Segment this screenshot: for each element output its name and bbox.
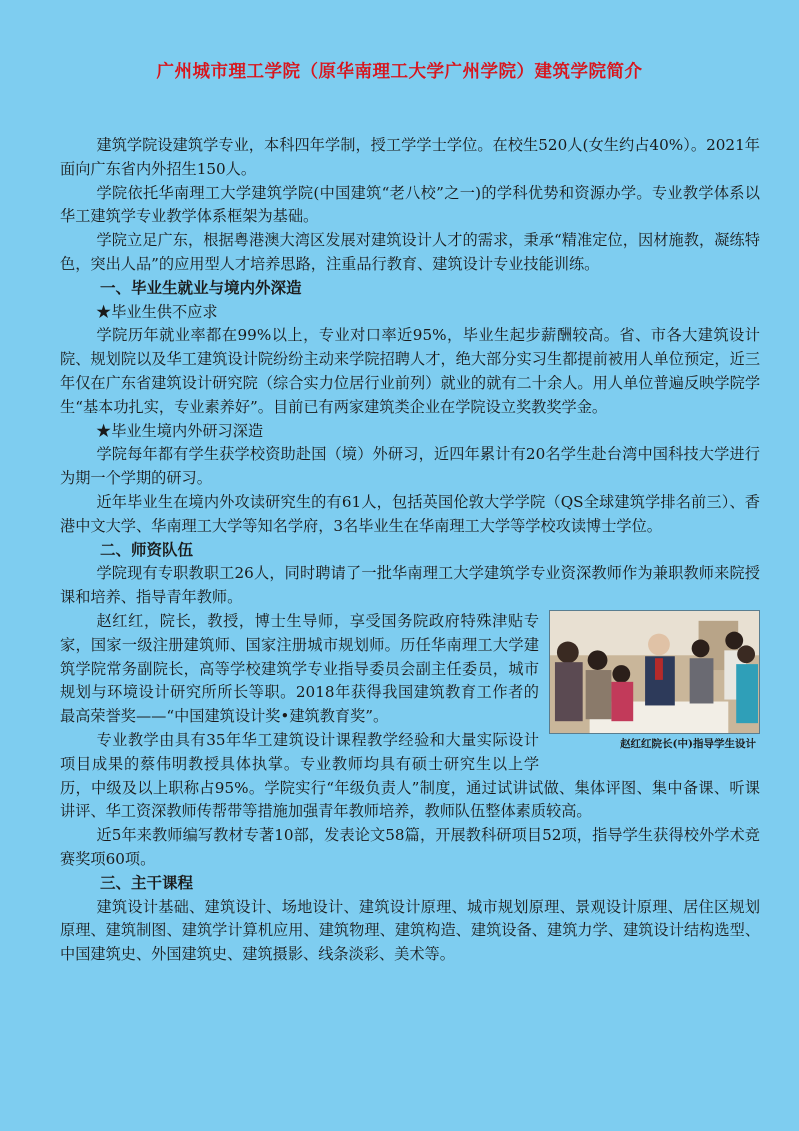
intro-paragraph: 学院依托华南理工大学建筑学院(中国建筑“老八校”之一)的学科优势和资源办学。专业教学体系以华工建筑学专业教学体系框架为基础。 (60, 183, 760, 226)
intro-paragraph: 建筑学院设建筑学专业，本科四年学制，授工学学士学位。在校生520人(女生约占40%）。2021年面向广东省内外招生150人。 (60, 136, 760, 178)
dean-photo-figure (549, 610, 760, 751)
subheading-further-study: ★毕业生境内外研习深造 (96, 421, 264, 440)
subheading-demand: ★毕业生供不应求 (96, 302, 218, 321)
employment-paragraph: 学院历年就业率都在99%以上，专业对口率近95%，毕业生起步薪酬较高。省、市各大建筑设计院、规划院以及华工建筑设计院纷纷主动来学院招聘人才，绝大部分实习生都提前被用人单位预定，近三年仅在广东省建筑设计研究院（综合实力位居行业前列）就业的就有二十余人。用人单位普遍反映学院学生“基本功扎实，专业素养好”。目前已有两家建筑类企业在学院设立奖教奖学金。 (60, 326, 760, 416)
photo-caption: 赵红红院长(中)指导学生设计 (620, 737, 756, 750)
section-heading-faculty: 二、师资队伍 (100, 540, 194, 559)
teaching-paragraph: 专业教学由具有35年华工建筑设计课程教学经验和大量实际设计项目成果的蔡伟明教授具体执掌。专业教师均具有硕士研究生以上学历，中级及以上职称占95%。学院实行“年级负责人”制度，通过试讲试做、集体评图、集中备课、听课讲评、华工资深教师传帮带等措施加强青年教师培养，教师队伍整体素质较高。 (60, 730, 760, 821)
graduate-study-paragraph: 近年毕业生在境内外攻读研究生的有61人，包括英国伦敦大学学院（QS全球建筑学排名前三）、香港中文大学、华南理工大学等知名学府，3名毕业生在华南理工大学等学校攻读博士学位。 (60, 492, 760, 535)
intro-paragraph: 学院立足广东，根据粤港澳大湾区发展对建筑设计人才的需求，秉承“精准定位，因材施教，凝练特色，突出人品”的应用型人才培养思路，注重品行教育、建筑设计专业技能训练。 (60, 231, 760, 273)
research-paragraph: 近5年来教师编写教材专著10部，发表论文58篇，开展教科研项目52项，指导学生获得校外学术竞赛奖项60项。 (60, 826, 760, 868)
dean-profile-paragraph: 赵红红，院长，教授，博士生导师，享受国务院政府特殊津贴专家，国家一级注册建筑师、国家注册城市规划师。历任华南理工大学建筑学院常务副院长，高等学校建筑学专业指导委员会副主任委员，城市规划与环境设计研究所所长等职。2018年获得我国建筑教育工作者的最高荣誉奖——“中国建筑设计奖•建筑教育奖”。 (60, 611, 539, 726)
dean-guiding-students-photo (549, 610, 760, 734)
page-title: 广州城市理工学院（原华南理工大学广州学院）建筑学院简介 (156, 62, 643, 82)
section-heading-employment: 一、毕业生就业与境内外深造 (100, 278, 302, 297)
study-abroad-paragraph: 学院每年都有学生获学校资助赴国（境）外研习，近四年累计有20名学生赴台湾中国科技大学进行为期一个学期的研习。 (60, 445, 760, 488)
faculty-paragraph: 学院现有专职教职工26人，同时聘请了一批华南理工大学建筑学专业资深教师作为兼职教师来院授课和培养、指导青年教师。 (60, 564, 760, 607)
section-heading-courses: 三、主干课程 (100, 873, 194, 892)
document-body (60, 134, 760, 967)
courses-paragraph: 建筑设计基础、建筑设计、场地设计、建筑设计原理、城市规划原理、景观设计原理、居住区规划原理、建筑制图、建筑学计算机应用、建筑物理、建筑构造、建筑设备、建筑力学、建筑设计结构选型、中国建筑史、外国建筑史、建筑摄影、线条淡彩、美术等。 (60, 897, 760, 964)
